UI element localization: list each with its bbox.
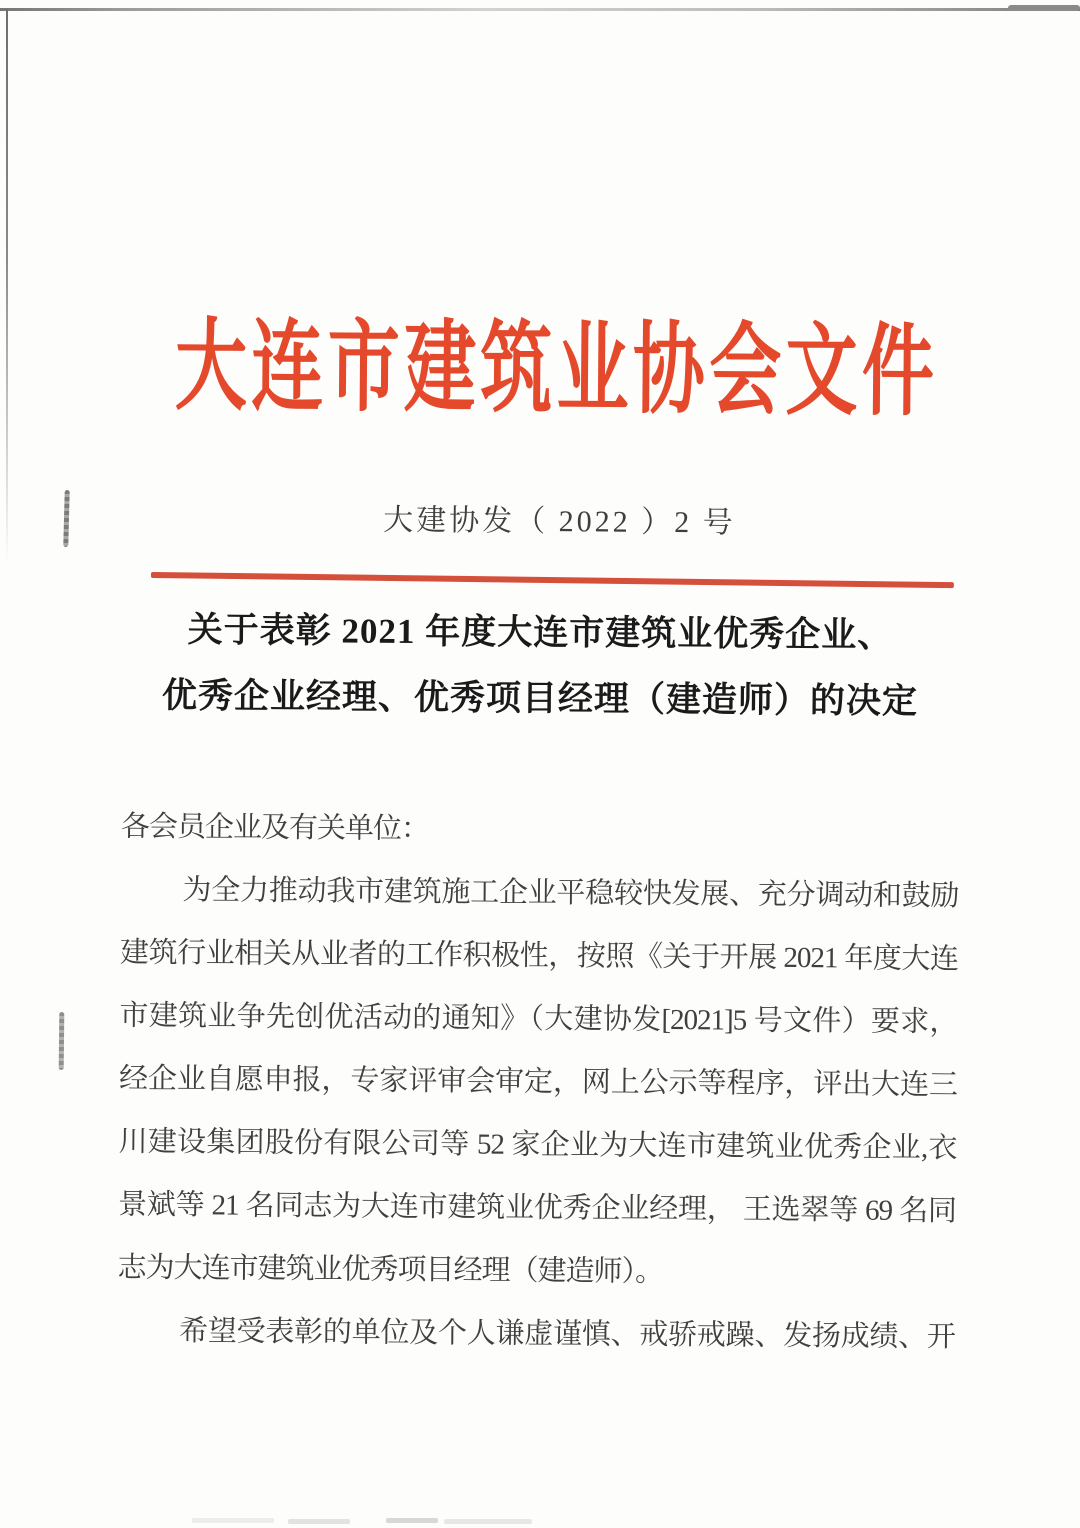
body-line: 经企业自愿申报，专家评审会审定，网上公示等程序，评出大连三 [118, 1062, 958, 1102]
body-line: 为全力推动我市建筑施工企业平稳较快发展、充分调动和鼓励 [182, 874, 959, 913]
document-title-line-1: 关于表彰 2021 年度大连市建筑业优秀企业、 [187, 610, 894, 655]
document-title-line-2: 优秀企业经理、优秀项目经理（建造师）的决定 [161, 676, 919, 721]
body-line: 景斌等 21 名同志为大连市建筑业优秀企业经理， 王选翠等 69 名同 [117, 1188, 957, 1228]
document-number: 大建协发（ 2022 ）2 号 [383, 503, 736, 540]
body-line: 志为大连市建筑业优秀项目经理（建造师）。 [117, 1251, 664, 1288]
body-line: 建筑行业相关从业者的工作积极性，按照《关于开展 2021 年度大连 [119, 936, 959, 976]
body-text [117, 796, 959, 1370]
document-title [0, 596, 1080, 736]
body-line-salutation: 各会员企业及有关单位： [120, 810, 430, 846]
body-line: 希望受表彰的单位及个人谦虚谨慎、戒骄戒躁、发扬成绩、开 [178, 1315, 956, 1354]
masthead-title [2, 311, 1080, 429]
body-line: 川建设集团股份有限公司等 52 家企业为大连市建筑业优秀企业,衣 [118, 1125, 957, 1165]
masthead-title-text: 大连市建筑业协会文件 [174, 311, 939, 429]
body-line: 市建筑业争先创优活动的通知》（大建协发[2021]5 号文件）要求， [119, 999, 958, 1039]
red-separator-rule [151, 572, 954, 588]
